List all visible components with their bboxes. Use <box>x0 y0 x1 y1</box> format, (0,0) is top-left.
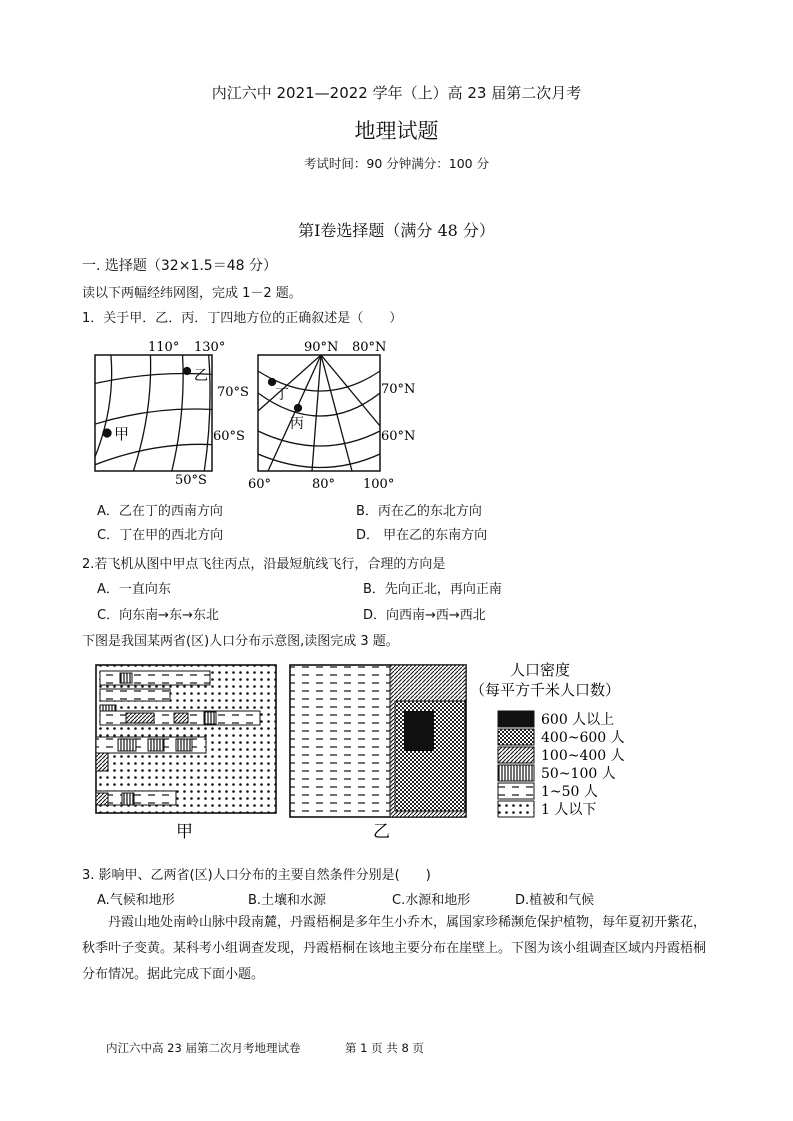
point-jia-label: 甲 <box>114 425 130 443</box>
lat-label-70s: 70°S <box>217 385 249 400</box>
q3-option-d: D.植被和气候 <box>515 893 595 908</box>
lat-label-60n: 60°N <box>381 429 416 444</box>
lon-label-110: 110° <box>148 340 180 355</box>
legend-item-1: 400~600 人 <box>541 730 625 746</box>
density-legend <box>470 661 625 818</box>
map-yi-label: 乙 <box>373 822 390 842</box>
bottom-label-80: 80° <box>312 477 336 492</box>
lat-label-50s: 50°S <box>175 473 207 488</box>
q1-option-a: A．乙在丁的西南方向 <box>97 504 223 519</box>
intro-q3: 下图是我国某两省(区)人口分布示意图,读图完成 3 题。 <box>82 634 399 649</box>
lat-label-60s: 60°S <box>213 429 245 444</box>
top-label-80n: 80°N <box>352 340 387 355</box>
legend-item-2: 100~400 人 <box>541 748 625 764</box>
part-heading: 一. 选择题（32×1.5＝48 分） <box>82 258 277 274</box>
point-yi-label: 乙 <box>194 368 208 384</box>
q1-option-d: D． 甲在乙的东南方向 <box>356 528 488 543</box>
legend-title-2: （每平方千米人口数） <box>470 681 621 699</box>
legend-title-1: 人口密度 <box>510 661 571 679</box>
q3-option-c: C.水源和地形 <box>392 893 471 908</box>
section-title: 第Ⅰ卷选择题（满分 48 分） <box>298 221 495 240</box>
top-label-90n: 90°N <box>304 340 339 355</box>
school-exam-title: 内江六中 2021—2022 学年（上）高 23 届第二次月考 <box>211 84 582 102</box>
footer-exam-name: 内江六中高 23 届第二次月考地理试卷 <box>106 1041 301 1055</box>
legend-item-3: 50~100 人 <box>541 766 616 782</box>
q2-option-c: C．向东南→东→东北 <box>97 608 219 623</box>
lon-label-130: 130° <box>194 340 226 355</box>
q3-option-a: A.气候和地形 <box>97 893 175 908</box>
map-jia-label: 甲 <box>176 822 193 842</box>
lat-label-70n: 70°N <box>381 382 416 397</box>
footer-page-info: 第 1 页 共 8 页 <box>345 1041 424 1055</box>
population-maps <box>90 655 650 845</box>
map-yi <box>290 665 466 817</box>
latlong-maps <box>90 336 420 496</box>
legend-item-4: 1~50 人 <box>541 784 598 800</box>
q2-option-a: A．一直向东 <box>97 582 171 597</box>
map-jia <box>96 665 276 813</box>
left-map <box>90 346 230 496</box>
point-ding-label: 丁 <box>275 387 289 403</box>
q3-option-b: B.土壤和水源 <box>248 893 327 908</box>
right-map <box>258 355 380 471</box>
bottom-label-100: 100° <box>363 477 395 492</box>
q3-stem: 3. 影响甲、乙两省(区)人口分布的主要自然条件分别是( ) <box>82 868 431 883</box>
q2-option-d: D．向西南→西→西北 <box>363 608 486 623</box>
q1-option-b: B．丙在乙的东北方向 <box>356 504 482 519</box>
bottom-label-60: 60° <box>248 477 272 492</box>
q1-stem: 1．关于甲．乙．丙．丁四地方位的正确叙述是（ ） <box>82 311 403 326</box>
q2-option-b: B．先向正北，再向正南 <box>363 582 502 597</box>
exam-info: 考试时间：90 分钟满分：100 分 <box>303 156 490 171</box>
danxia-passage: 丹霞山地处南岭山脉中段南麓，丹霞梧桐是多年生小乔木，属国家珍稀濒危保护植物，每年夏初开紫花，秋季叶子变黄。某科考小组调查发现，丹霞梧桐在该地主要分布在崖壁上。下图为该小组调查区域内丹霞梧桐分布情况。据此完成下面小题。 <box>82 915 707 982</box>
legend-item-0: 600 人以上 <box>541 712 615 728</box>
intro-q1-2: 读以下两幅经纬网图，完成 1－2 题。 <box>82 286 302 301</box>
q1-option-c: C．丁在甲的西北方向 <box>97 528 224 543</box>
legend-item-5: 1 人以下 <box>541 802 597 818</box>
q2-stem: 2.若飞机从图中甲点飞往丙点，沿最短航线飞行，合理的方向是 <box>82 557 446 572</box>
point-bing-label: 丙 <box>290 416 304 432</box>
subject-title: 地理试题 <box>354 119 439 143</box>
